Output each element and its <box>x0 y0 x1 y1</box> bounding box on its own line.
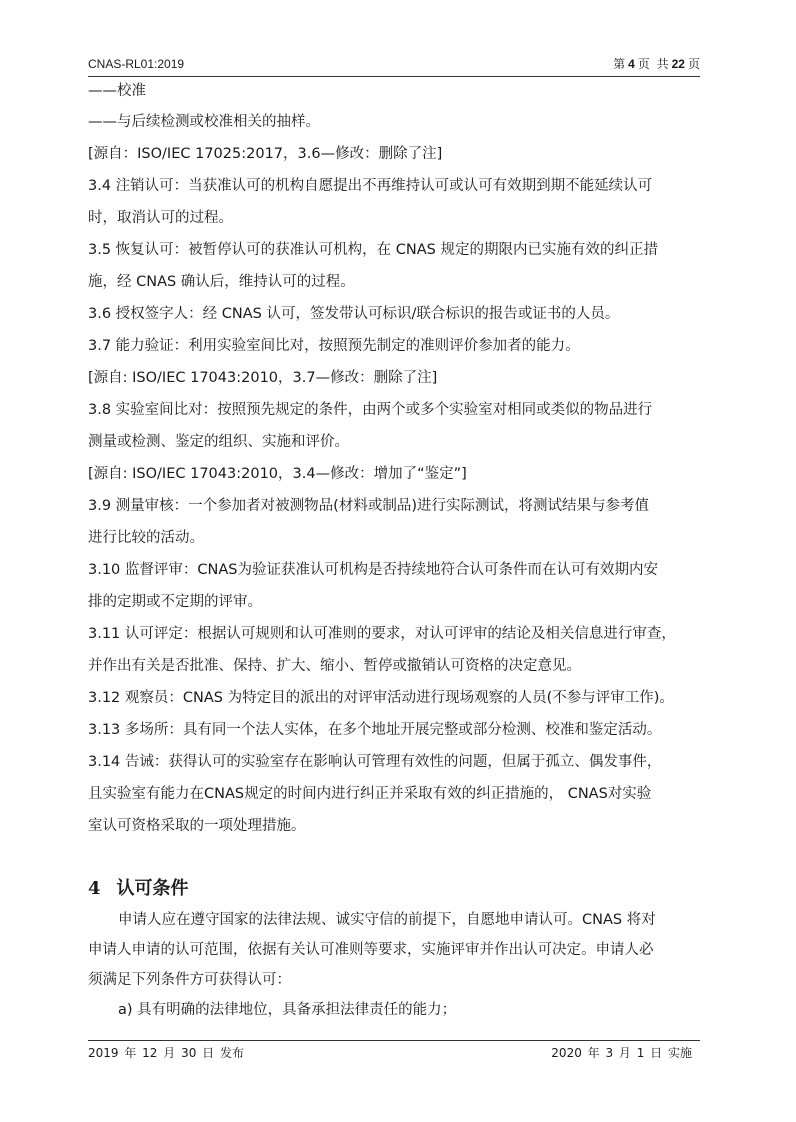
definition-line: 3.14 告诫：获得认可的实验室存在影响认可管理有效性的问题，但属于孤立、偶发事件， <box>88 754 662 770</box>
section-body <box>88 905 712 1025</box>
section-heading <box>88 874 189 904</box>
definition-line: 且实验室有能力在CNAS规定的时间内进行纠正并采取有效的纠正措施的， CNAS对实验 <box>88 786 652 802</box>
section-title: 认可条件 <box>116 878 189 899</box>
definition-line: 3.7 能力验证：利用实验室间比对，按照预先制定的准则评价参加者的能力。 <box>88 338 580 354</box>
issue-date: 2019 年 12 月 30 日 发布 <box>88 1046 244 1060</box>
page-header <box>88 56 700 77</box>
definition-line: 并作出有关是否批准、保持、扩大、缩小、暂停或撤销认可资格的决定意见。 <box>88 658 581 674</box>
text-line: ——与后续检测或校准相关的抽样。 <box>88 114 320 130</box>
source-note: [源自: ISO/IEC 17043:2010，3.7—修改：删除了注] <box>88 370 438 386</box>
page-footer <box>88 1040 700 1063</box>
current-page: 4 <box>628 57 635 71</box>
definition-line: 排的定期或不定期的评审。 <box>88 594 262 610</box>
page-prefix: 第 <box>613 57 626 71</box>
definition-line: 3.8 实验室间比对：按照预先规定的条件，由两个或多个实验室对相同或类似的物品进行 <box>88 402 653 418</box>
document-code: CNAS-RL01:2019 <box>88 57 185 71</box>
source-note: [源自: ISO/IEC 17043:2010，3.4—修改：增加了“鉴定”] <box>88 466 467 482</box>
section-number: 4 <box>88 878 101 899</box>
definition-line: 3.13 多场所：具有同一个法人实体，在多个地址开展完整或部分检测、校准和鉴定活动。 <box>88 722 662 738</box>
definition-line: 3.12 观察员：CNAS 为特定目的派出的对评审活动进行现场观察的人员(不参与评审工作)。 <box>88 690 674 706</box>
definition-line: 3.5 恢复认可：被暂停认可的获准认可机构，在 CNAS 规定的期限内已实施有效的纠正措 <box>88 242 658 258</box>
definition-line: 3.6 授权签字人：经 CNAS 认可，签发带认可标识/联合标识的报告或证书的人员。 <box>88 306 620 322</box>
paragraph-line: 申请人申请的认可范围，依据有关认可准则等要求，实施评审并作出认可决定。申请人必 <box>88 942 654 958</box>
text-line: ——校准 <box>88 83 146 99</box>
definition-line: 3.11 认可评定：根据认可规则和认可准则的要求，对认可评审的结论及相关信息进行审查， <box>88 626 676 642</box>
paragraph-line: 须满足下列条件方可获得认可： <box>88 972 291 988</box>
effective-date: 2020 年 3 月 1 日 实施 <box>551 1046 692 1060</box>
page-mid: 页 共 <box>637 57 669 71</box>
definition-line: 3.4 注销认可：当获准认可的机构自愿提出不再维持认可或认可有效期到期不能延续认可 <box>88 178 653 194</box>
definition-line: 测量或检测、鉴定的组织、实施和评价。 <box>88 434 349 450</box>
definition-line: 进行比较的活动。 <box>88 530 204 546</box>
definition-line: 时，取消认可的过程。 <box>88 210 233 226</box>
page-suffix: 页 <box>687 57 700 71</box>
total-pages: 22 <box>671 57 685 71</box>
paragraph-line: 申请人应在遵守国家的法律法规、诚实守信的前提下，自愿地申请认可。CNAS 将对 <box>118 912 656 928</box>
definition-line: 3.9 测量审核：一个参加者对被测物品(材料或制品)进行实际测试，将测试结果与参考值 <box>88 498 649 514</box>
page-number <box>613 56 700 72</box>
definition-line: 3.10 监督评审：CNAS为验证获准认可机构是否持续地符合认可条件而在认可有效期内安 <box>88 562 658 578</box>
list-item: a) 具有明确的法律地位，具备承担法律责任的能力； <box>118 1002 457 1018</box>
source-note: [源自：ISO/IEC 17025:2017，3.6—修改：删除了注] <box>88 146 443 162</box>
definition-line: 施，经 CNAS 确认后，维持认可的过程。 <box>88 274 355 290</box>
definition-line: 室认可资格采取的一项处理措施。 <box>88 818 306 834</box>
definitions-text <box>88 76 712 842</box>
